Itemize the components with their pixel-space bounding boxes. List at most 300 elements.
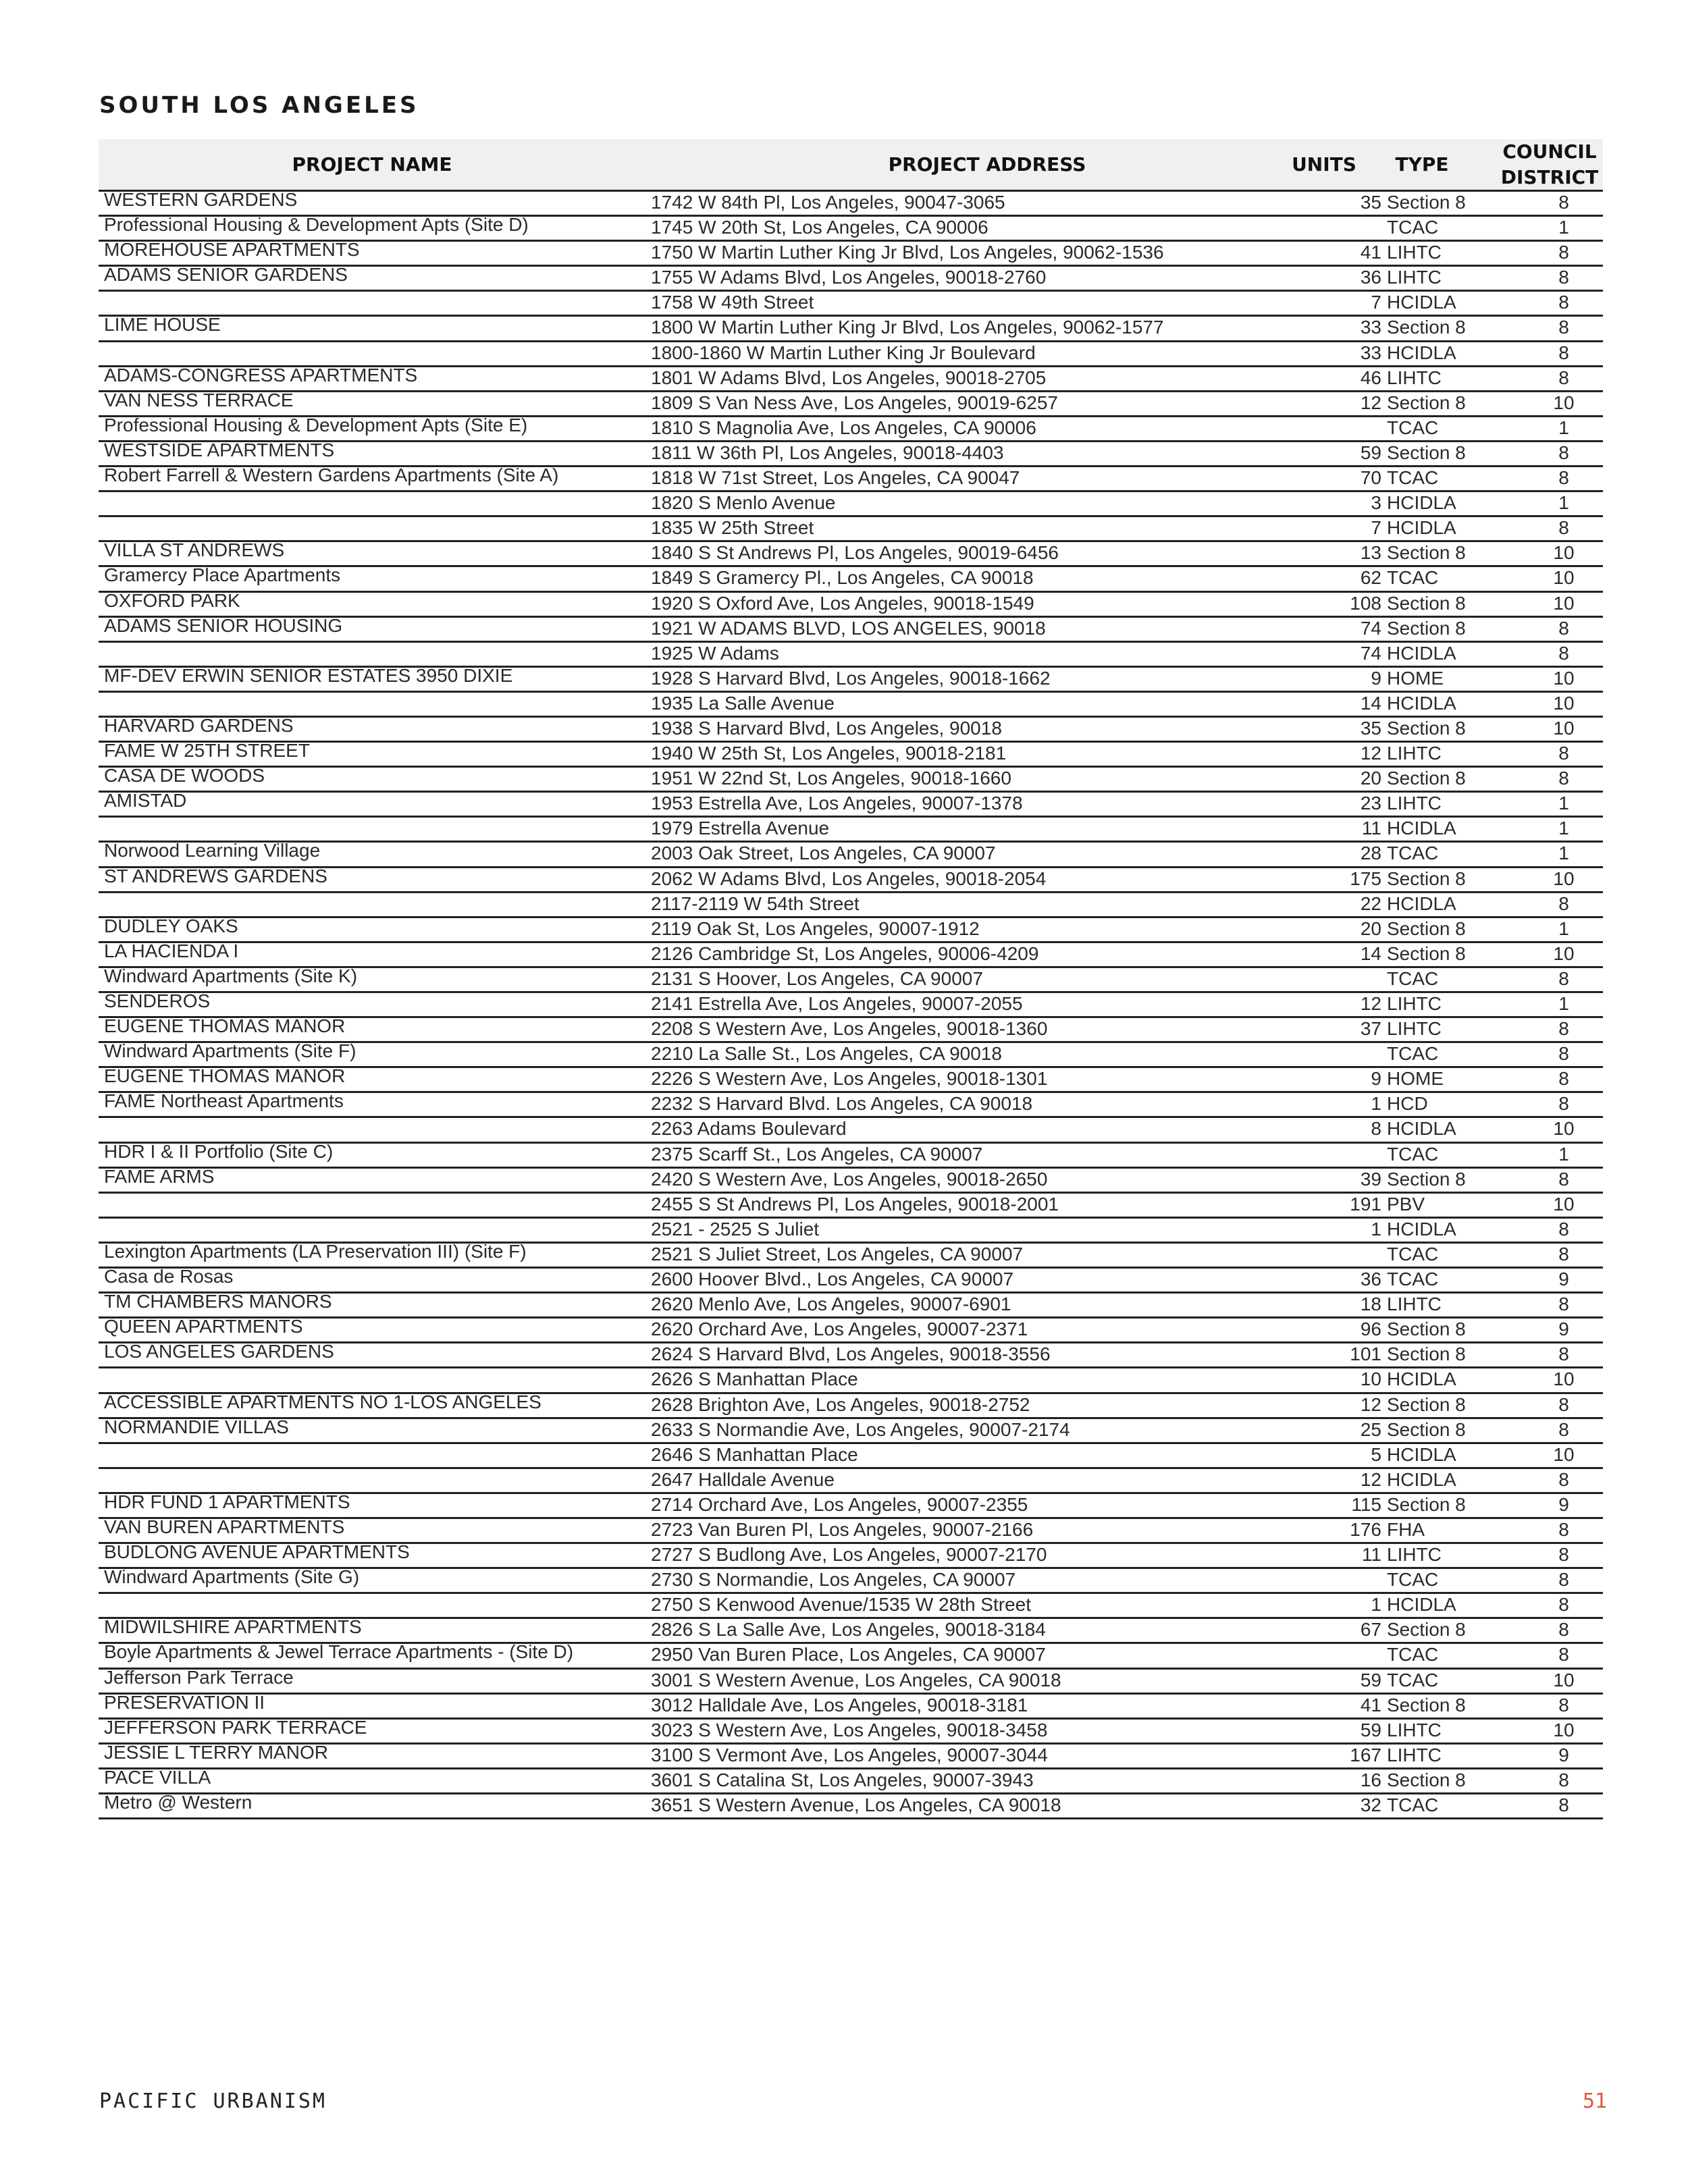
council-district-cell: 10	[1553, 692, 1575, 714]
project-name-cell: Lexington Apartments (LA Preservation III) (Site F)	[104, 1240, 527, 1262]
project-address-cell: 2620 Menlo Ave, Los Angeles, 90007-6901	[651, 1294, 1011, 1315]
table-row	[99, 790, 1603, 818]
council-district-cell: 8	[1558, 342, 1569, 363]
table-row	[99, 1118, 1603, 1143]
units-cell: 41	[1360, 1694, 1381, 1715]
council-district-cell: 8	[1558, 292, 1569, 313]
units-cell: 35	[1360, 717, 1381, 739]
type-cell: LIHTC	[1387, 267, 1442, 288]
type-cell: LIHTC	[1387, 242, 1442, 263]
project-address-cell: 2723 Van Buren Pl, Los Angeles, 90007-2166	[651, 1518, 1034, 1540]
type-cell: HCIDLA	[1387, 1368, 1456, 1390]
table-row	[99, 1716, 1603, 1744]
type-cell: HCIDLA	[1387, 492, 1456, 514]
project-address-cell: 2727 S Budlong Ave, Los Angeles, 90007-2170	[651, 1544, 1047, 1566]
council-district-cell: 8	[1558, 317, 1569, 338]
table-row	[99, 439, 1603, 467]
table-row	[99, 342, 1603, 367]
project-address-cell: 1920 S Oxford Ave, Los Angeles, 90018-1549	[651, 592, 1034, 614]
table-row	[99, 414, 1603, 442]
header-project-name: PROJECT NAME	[292, 153, 452, 176]
project-address-cell: 2126 Cambridge St, Los Angeles, 90006-4209	[651, 942, 1039, 964]
council-district-cell: 8	[1558, 242, 1569, 263]
project-address-cell: 1953 Estrella Ave, Los Angeles, 90007-1378	[651, 793, 1023, 814]
table-row	[99, 1416, 1603, 1444]
council-district-cell: 1	[1558, 217, 1569, 238]
council-district-cell: 8	[1558, 1218, 1569, 1240]
council-district-cell: 10	[1553, 542, 1575, 564]
project-address-cell: 2226 S Western Ave, Los Angeles, 90018-1301	[651, 1068, 1048, 1090]
table-row	[99, 614, 1603, 643]
project-address-cell: 1758 W 49th Street	[651, 292, 814, 313]
units-cell: 37	[1360, 1018, 1381, 1040]
type-cell: Section 8	[1387, 1694, 1466, 1715]
project-address-cell: 2263 Adams Boulevard	[651, 1118, 847, 1140]
table-row	[99, 1516, 1603, 1544]
project-address-cell: 2455 S St Andrews Pl, Los Angeles, 90018-2001	[651, 1193, 1059, 1215]
units-cell: 12	[1360, 392, 1381, 413]
council-district-cell: 10	[1553, 717, 1575, 739]
table-row	[99, 693, 1603, 718]
type-cell: PBV	[1387, 1193, 1425, 1215]
units-cell: 9	[1371, 1068, 1381, 1090]
council-district-cell: 10	[1553, 1719, 1575, 1740]
project-name-cell: HDR I & II Portfolio (Site C)	[104, 1140, 334, 1162]
type-cell: TCAC	[1387, 417, 1439, 438]
table-row	[99, 1015, 1603, 1043]
project-address-cell: 2119 Oak St, Los Angeles, 90007-1912	[651, 917, 980, 939]
table-row	[99, 1444, 1603, 1469]
council-district-cell: 8	[1558, 768, 1569, 789]
council-district-cell: 8	[1558, 467, 1569, 489]
council-district-cell: 8	[1558, 1694, 1569, 1715]
type-cell: LIHTC	[1387, 1744, 1442, 1765]
table-row	[99, 1469, 1603, 1494]
project-address-cell: 1951 W 22nd St, Los Angeles, 90018-1660	[651, 768, 1011, 789]
type-cell: HCIDLA	[1387, 1118, 1456, 1140]
units-cell: 3	[1371, 492, 1381, 514]
table-row	[99, 1391, 1603, 1419]
council-district-cell: 8	[1558, 617, 1569, 639]
units-cell: 70	[1360, 467, 1381, 489]
project-name-cell: MF-DEV ERWIN SENIOR ESTATES 3950 DIXIE	[104, 664, 513, 686]
project-address-cell: 2420 S Western Ave, Los Angeles, 90018-2650	[651, 1168, 1048, 1190]
table-row	[99, 539, 1603, 567]
table-row	[99, 292, 1603, 317]
council-district-cell: 8	[1558, 1569, 1569, 1591]
council-district-cell: 8	[1558, 1294, 1569, 1315]
project-name-cell: EUGENE THOMAS MANOR	[104, 1015, 346, 1037]
council-district-cell: 10	[1553, 1669, 1575, 1690]
council-district-cell: 8	[1558, 1619, 1569, 1641]
table-row	[99, 1616, 1603, 1644]
units-cell: 59	[1360, 442, 1381, 463]
council-district-cell: 10	[1553, 868, 1575, 889]
project-name-cell: Windward Apartments (Site G)	[104, 1566, 360, 1588]
project-name-cell: Norwood Learning Village	[104, 840, 321, 861]
units-cell: 1	[1371, 1218, 1381, 1240]
council-district-cell: 8	[1558, 743, 1569, 764]
type-cell: Section 8	[1387, 768, 1466, 789]
type-cell: LIHTC	[1387, 1544, 1442, 1566]
table-row	[99, 1040, 1603, 1068]
units-cell: 18	[1360, 1294, 1381, 1315]
council-district-cell: 8	[1558, 1594, 1569, 1616]
table-row	[99, 1766, 1603, 1794]
project-address-cell: 1921 W ADAMS BLVD, LOS ANGELES, 90018	[651, 617, 1046, 639]
table-row	[99, 1641, 1603, 1669]
table-row	[99, 1065, 1603, 1093]
council-district-cell: 8	[1558, 1043, 1569, 1065]
type-cell: Section 8	[1387, 868, 1466, 889]
project-address-cell: 1849 S Gramercy Pl., Los Angeles, CA 90018	[651, 567, 1034, 589]
project-address-cell: 2600 Hoover Blvd., Los Angeles, CA 90007	[651, 1269, 1014, 1290]
project-address-cell: 1940 W 25th St, Los Angeles, 90018-2181	[651, 743, 1007, 764]
project-address-cell: 1979 Estrella Avenue	[651, 818, 830, 839]
type-cell: FHA	[1387, 1518, 1425, 1540]
table-row	[99, 1541, 1603, 1569]
project-address-cell: 2117-2119 W 54th Street	[651, 893, 860, 914]
council-district-cell: 1	[1558, 843, 1569, 864]
units-cell: 167	[1350, 1744, 1381, 1765]
table-row	[99, 1266, 1603, 1294]
council-district-cell: 1	[1558, 417, 1569, 438]
table-row	[99, 1090, 1603, 1118]
table-row	[99, 492, 1603, 517]
table-row	[99, 1165, 1603, 1194]
project-address-cell: 1935 La Salle Avenue	[651, 692, 835, 714]
units-cell: 41	[1360, 242, 1381, 263]
project-name-cell: SENDEROS	[104, 990, 211, 1011]
type-cell: HCD	[1387, 1093, 1428, 1115]
project-address-cell: 1840 S St Andrews Pl, Los Angeles, 90019-6456	[651, 542, 1059, 564]
units-cell: 175	[1350, 868, 1381, 889]
type-cell: LIHTC	[1387, 1294, 1442, 1315]
project-name-cell: Professional Housing & Development Apts (Site E)	[104, 414, 528, 435]
units-cell: 25	[1360, 1418, 1381, 1440]
council-district-cell: 8	[1558, 967, 1569, 989]
table-row	[99, 1566, 1603, 1594]
units-cell: 36	[1360, 267, 1381, 288]
page-number: 51	[1582, 2089, 1607, 2113]
type-cell: HCIDLA	[1387, 1468, 1456, 1490]
project-name-cell: ADAMS-CONGRESS APARTMENTS	[104, 364, 418, 385]
units-cell: 96	[1360, 1319, 1381, 1340]
project-name-cell: MOREHOUSE APARTMENTS	[104, 239, 360, 261]
table-row	[99, 364, 1603, 392]
type-cell: LIHTC	[1387, 793, 1442, 814]
project-name-cell: Metro @ Western	[104, 1792, 253, 1813]
project-name-cell: CASA DE WOODS	[104, 765, 265, 787]
type-cell: Section 8	[1387, 1769, 1466, 1790]
table-row	[99, 915, 1603, 943]
table-row	[99, 1691, 1603, 1720]
project-address-cell: 2208 S Western Ave, Los Angeles, 90018-1360	[651, 1018, 1048, 1040]
council-district-cell: 10	[1553, 567, 1575, 589]
type-cell: Section 8	[1387, 592, 1466, 614]
type-cell: LIHTC	[1387, 743, 1442, 764]
table-row	[99, 1594, 1603, 1619]
project-address-cell: 1750 W Martin Luther King Jr Blvd, Los Angeles, 90062-1536	[651, 242, 1164, 263]
project-address-cell: 3012 Halldale Ave, Los Angeles, 90018-3181	[651, 1694, 1028, 1715]
council-district-cell: 10	[1553, 1193, 1575, 1215]
type-cell: TCAC	[1387, 843, 1439, 864]
council-district-cell: 8	[1558, 1068, 1569, 1090]
table-row	[99, 865, 1603, 893]
project-name-cell: Windward Apartments (Site K)	[104, 965, 358, 986]
type-cell: Section 8	[1387, 1393, 1466, 1415]
council-district-cell: 9	[1558, 1744, 1569, 1765]
type-cell: LIHTC	[1387, 1018, 1442, 1040]
table-row	[99, 1741, 1603, 1769]
project-name-cell: HDR FUND 1 APARTMENTS	[104, 1491, 350, 1512]
project-address-cell: 2375 Scarff St., Los Angeles, CA 90007	[651, 1143, 983, 1165]
units-cell: 12	[1360, 1393, 1381, 1415]
project-address-cell: 1755 W Adams Blvd, Los Angeles, 90018-2760	[651, 267, 1047, 288]
project-name-cell: PRESERVATION II	[104, 1691, 265, 1713]
project-address-cell: 3001 S Western Avenue, Los Angeles, CA 90018	[651, 1669, 1061, 1690]
project-name-cell: PACE VILLA	[104, 1766, 211, 1788]
type-cell: Section 8	[1387, 392, 1466, 413]
project-name-cell: VAN NESS TERRACE	[104, 389, 294, 410]
type-cell: Section 8	[1387, 192, 1466, 213]
table-row	[99, 189, 1603, 217]
project-name-cell: ADAMS SENIOR HOUSING	[104, 614, 343, 636]
council-district-cell: 8	[1558, 267, 1569, 288]
units-cell: 191	[1350, 1193, 1381, 1215]
type-cell: Section 8	[1387, 717, 1466, 739]
type-cell: Section 8	[1387, 1319, 1466, 1340]
project-address-cell: 2062 W Adams Blvd, Los Angeles, 90018-2054	[651, 868, 1047, 889]
table-row	[99, 239, 1603, 267]
project-name-cell: BUDLONG AVENUE APARTMENTS	[104, 1541, 410, 1563]
type-cell: LIHTC	[1387, 993, 1442, 1014]
table-row	[99, 389, 1603, 417]
type-cell: HCIDLA	[1387, 1594, 1456, 1616]
units-cell: 1	[1371, 1093, 1381, 1115]
type-cell: Section 8	[1387, 317, 1466, 338]
table-row	[99, 264, 1603, 292]
units-cell: 39	[1360, 1168, 1381, 1190]
council-district-cell: 8	[1558, 1769, 1569, 1790]
header-units: UNITS	[1292, 153, 1356, 176]
type-cell: TCAC	[1387, 1243, 1439, 1264]
project-address-cell: 1800-1860 W Martin Luther King Jr Boulevard	[651, 342, 1036, 363]
council-district-cell: 8	[1558, 1518, 1569, 1540]
council-district-cell: 10	[1553, 1118, 1575, 1140]
table-row	[99, 965, 1603, 993]
units-cell: 7	[1371, 292, 1381, 313]
table-row	[99, 714, 1603, 743]
council-district-cell: 8	[1558, 1018, 1569, 1040]
units-cell: 20	[1360, 917, 1381, 939]
project-address-cell: 1820 S Menlo Avenue	[651, 492, 836, 514]
project-name-cell: LOS ANGELES GARDENS	[104, 1341, 334, 1362]
project-name-cell: FAME W 25TH STREET	[104, 740, 310, 762]
section-title: SOUTH LOS ANGELES	[99, 92, 419, 119]
project-name-cell: Windward Apartments (Site F)	[104, 1040, 357, 1062]
project-name-cell: EUGENE THOMAS MANOR	[104, 1065, 346, 1087]
table-row	[99, 1219, 1603, 1244]
units-cell: 108	[1350, 592, 1381, 614]
project-name-cell: Boyle Apartments & Jewel Terrace Apartments - (Site D)	[104, 1641, 574, 1663]
units-cell: 46	[1360, 367, 1381, 388]
type-cell: TCAC	[1387, 1569, 1439, 1591]
project-address-cell: 2232 S Harvard Blvd. Los Angeles, CA 90018	[651, 1093, 1033, 1115]
table-row	[99, 1368, 1603, 1393]
units-cell: 62	[1360, 567, 1381, 589]
project-address-cell: 1925 W Adams	[651, 642, 779, 664]
units-cell: 33	[1360, 342, 1381, 363]
project-address-cell: 1800 W Martin Luther King Jr Blvd, Los Angeles, 90062-1577	[651, 317, 1164, 338]
units-cell: 16	[1360, 1769, 1381, 1790]
units-cell: 59	[1360, 1669, 1381, 1690]
type-cell: TCAC	[1387, 1669, 1439, 1690]
council-district-cell: 8	[1558, 192, 1569, 213]
type-cell: TCAC	[1387, 1143, 1439, 1165]
project-name-cell: Robert Farrell & Western Gardens Apartments (Site A)	[104, 464, 559, 486]
project-name-cell: AMISTAD	[104, 790, 187, 811]
type-cell: TCAC	[1387, 1043, 1439, 1065]
units-cell: 14	[1360, 942, 1381, 964]
project-address-cell: 2647 Halldale Avenue	[651, 1468, 835, 1490]
units-cell: 67	[1360, 1619, 1381, 1641]
council-district-cell: 1	[1558, 492, 1569, 514]
project-address-cell: 2521 - 2525 S Juliet	[651, 1218, 820, 1240]
units-cell: 8	[1371, 1118, 1381, 1140]
units-cell: 115	[1351, 1493, 1381, 1515]
units-cell: 23	[1360, 793, 1381, 814]
type-cell: TCAC	[1387, 567, 1439, 589]
council-district-cell: 1	[1558, 993, 1569, 1014]
project-name-cell: Professional Housing & Development Apts (Site D)	[104, 214, 529, 236]
project-address-cell: 2210 La Salle St., Los Angeles, CA 90018	[651, 1043, 1002, 1065]
project-address-cell: 3651 S Western Avenue, Los Angeles, CA 90018	[651, 1794, 1061, 1815]
table-row	[99, 1491, 1603, 1519]
header-type: TYPE	[1395, 153, 1449, 176]
council-district-cell: 1	[1558, 818, 1569, 839]
type-cell: HCIDLA	[1387, 692, 1456, 714]
type-cell: LIHTC	[1387, 1719, 1442, 1740]
project-address-cell: 2646 S Manhattan Place	[651, 1443, 858, 1465]
council-district-cell: 8	[1558, 1794, 1569, 1815]
project-address-cell: 2714 Orchard Ave, Los Angeles, 90007-2355	[651, 1493, 1028, 1515]
header-council-district-line1: COUNCIL	[1502, 140, 1597, 163]
header-council-district	[1496, 139, 1603, 190]
table-row	[99, 990, 1603, 1018]
council-district-cell: 1	[1558, 1143, 1569, 1165]
council-district-cell: 9	[1558, 1269, 1569, 1290]
table-row	[99, 464, 1603, 492]
table-row	[99, 893, 1603, 918]
type-cell: Section 8	[1387, 617, 1466, 639]
units-cell: 176	[1350, 1518, 1381, 1540]
header-council-district-line2: DISTRICT	[1500, 165, 1599, 188]
table-row	[99, 1291, 1603, 1319]
table-row	[99, 314, 1603, 342]
table-row	[99, 940, 1603, 968]
council-district-cell: 9	[1558, 1319, 1569, 1340]
type-cell: Section 8	[1387, 917, 1466, 939]
council-district-cell: 8	[1558, 1418, 1569, 1440]
council-district-cell: 8	[1558, 893, 1569, 914]
units-cell: 1	[1371, 1594, 1381, 1616]
table-row	[99, 1666, 1603, 1695]
header-project-address: PROJECT ADDRESS	[888, 153, 1086, 176]
project-address-cell: 2131 S Hoover, Los Angeles, CA 90007	[651, 967, 983, 989]
council-district-cell: 10	[1553, 942, 1575, 964]
project-name-cell: MIDWILSHIRE APARTMENTS	[104, 1616, 362, 1638]
project-name-cell: HARVARD GARDENS	[104, 714, 294, 736]
type-cell: HCIDLA	[1387, 517, 1456, 539]
type-cell: HCIDLA	[1387, 893, 1456, 914]
project-address-cell: 1742 W 84th Pl, Los Angeles, 90047-3065	[651, 192, 1005, 213]
project-name-cell: NORMANDIE VILLAS	[104, 1416, 289, 1437]
project-address-cell: 2521 S Juliet Street, Los Angeles, CA 90007	[651, 1243, 1024, 1264]
units-cell: 74	[1360, 617, 1381, 639]
type-cell: TCAC	[1387, 1644, 1439, 1666]
table-row	[99, 1240, 1603, 1269]
project-address-cell: 1810 S Magnolia Ave, Los Angeles, CA 90006	[651, 417, 1036, 438]
type-cell: Section 8	[1387, 1418, 1466, 1440]
type-cell: Section 8	[1387, 1493, 1466, 1515]
council-district-cell: 8	[1558, 1644, 1569, 1666]
project-address-cell: 2730 S Normandie, Los Angeles, CA 90007	[651, 1569, 1016, 1591]
project-address-cell: 3100 S Vermont Ave, Los Angeles, 90007-3044	[651, 1744, 1048, 1765]
project-address-cell: 2141 Estrella Ave, Los Angeles, 90007-2055	[651, 993, 1023, 1014]
units-cell: 59	[1360, 1719, 1381, 1740]
council-district-cell: 10	[1553, 1443, 1575, 1465]
project-address-cell: 3023 S Western Ave, Los Angeles, 90018-3458	[651, 1719, 1048, 1740]
units-cell: 33	[1360, 317, 1381, 338]
type-cell: HOME	[1387, 667, 1444, 689]
project-address-cell: 2826 S La Salle Ave, Los Angeles, 90018-3184	[651, 1619, 1046, 1641]
council-district-cell: 8	[1558, 1343, 1569, 1365]
council-district-cell: 10	[1553, 667, 1575, 689]
project-name-cell: OXFORD PARK	[104, 589, 240, 611]
type-cell: Section 8	[1387, 1168, 1466, 1190]
project-address-cell: 1938 S Harvard Blvd, Los Angeles, 90018	[651, 717, 1002, 739]
table-row	[99, 1794, 1603, 1819]
project-address-cell: 1809 S Van Ness Ave, Los Angeles, 90019-6257	[651, 392, 1058, 413]
type-cell: Section 8	[1387, 542, 1466, 564]
table-row	[99, 1316, 1603, 1343]
units-cell: 32	[1360, 1794, 1381, 1815]
table-row	[99, 564, 1603, 592]
project-address-cell: 1811 W 36th Pl, Los Angeles, 90018-4403	[651, 442, 1004, 463]
project-address-cell: 1818 W 71st Street, Los Angeles, CA 90047	[651, 467, 1020, 489]
project-name-cell: DUDLEY OAKS	[104, 915, 238, 936]
type-cell: Section 8	[1387, 1619, 1466, 1641]
type-cell: HCIDLA	[1387, 818, 1456, 839]
council-district-cell: 8	[1558, 642, 1569, 664]
projects-table	[99, 139, 1603, 1819]
project-address-cell: 1745 W 20th St, Los Angeles, CA 90006	[651, 217, 988, 238]
project-name-cell: ST ANDREWS GARDENS	[104, 865, 327, 886]
council-district-cell: 9	[1558, 1493, 1569, 1515]
council-district-cell: 8	[1558, 1168, 1569, 1190]
units-cell: 9	[1371, 667, 1381, 689]
units-cell: 14	[1360, 692, 1381, 714]
table-row	[99, 517, 1603, 542]
units-cell: 12	[1360, 1468, 1381, 1490]
units-cell: 10	[1360, 1368, 1381, 1390]
project-address-cell: 2633 S Normandie Ave, Los Angeles, 90007-2174	[651, 1418, 1070, 1440]
project-name-cell: LIME HOUSE	[104, 314, 221, 336]
table-row	[99, 740, 1603, 768]
table-row	[99, 1194, 1603, 1219]
project-name-cell: FAME ARMS	[104, 1165, 215, 1187]
